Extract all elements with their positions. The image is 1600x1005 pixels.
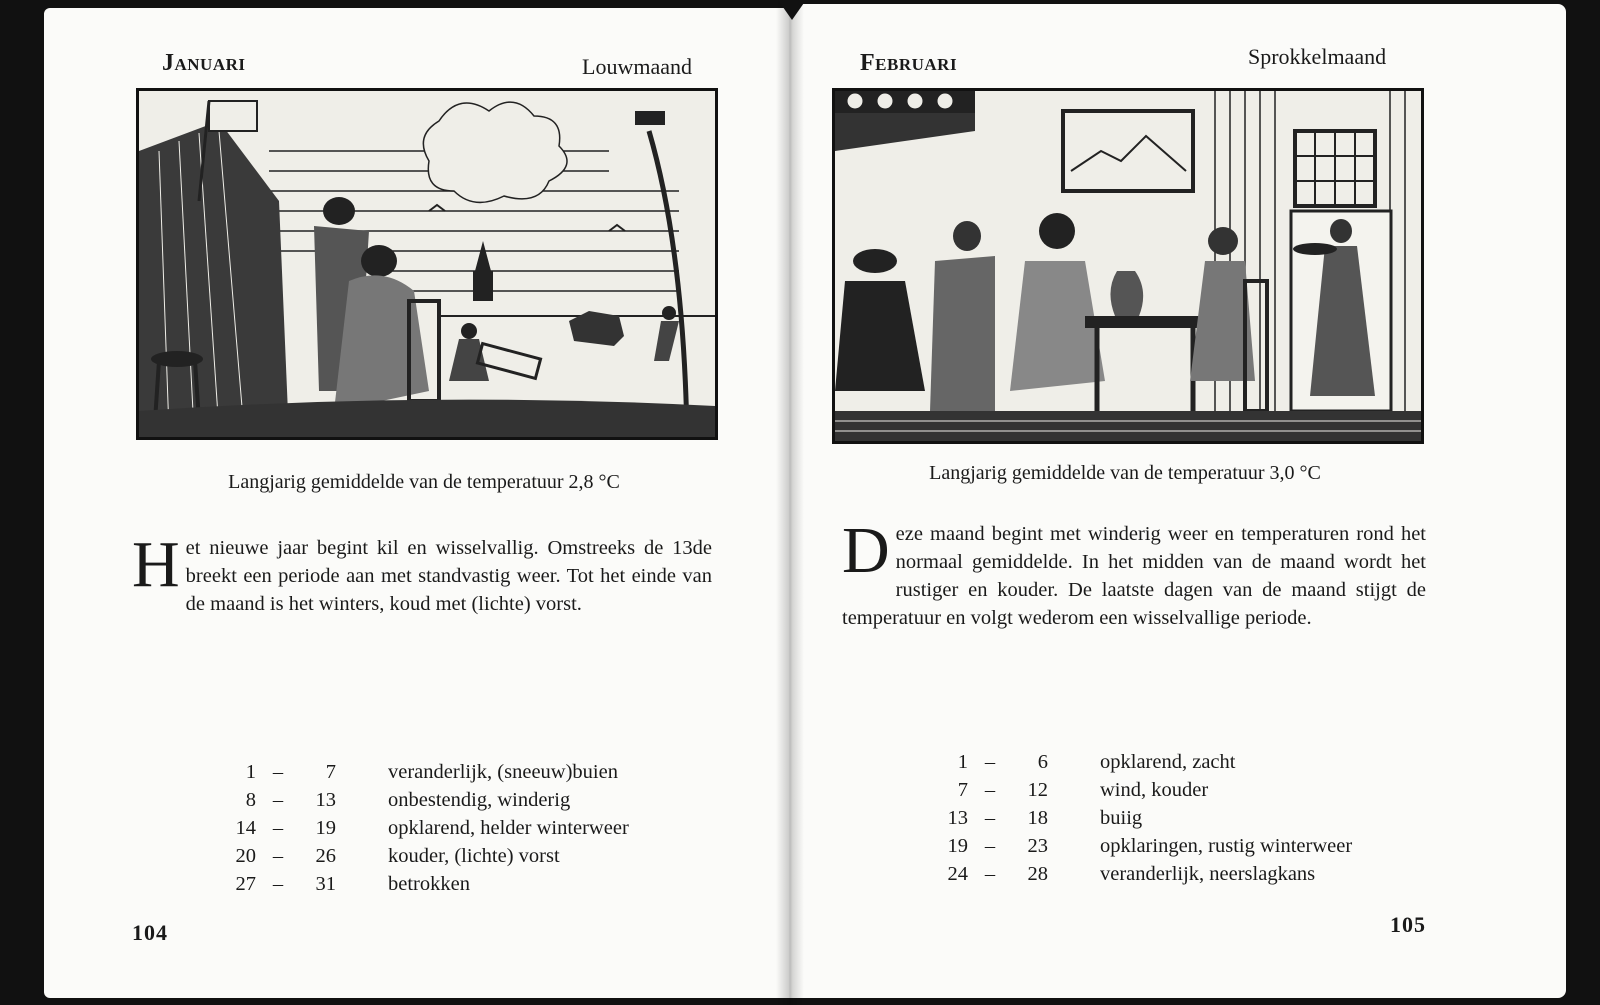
period-dash: – [984,863,996,885]
period-dash: – [984,751,996,773]
period-dash: – [984,807,996,829]
table-row [928,860,1352,888]
period-dash: – [984,835,996,857]
month-description-february [842,514,1426,632]
period-dash: – [984,779,996,801]
dropcap-d: D [842,514,890,587]
period-to: 13 [315,789,336,811]
period-desc: opklarend, helder winterweer [388,817,629,839]
period-desc: opklarend, zacht [1100,751,1236,773]
period-to: 28 [1027,863,1048,885]
month-alt-name-january: Louwmaand [582,54,692,79]
period-desc: veranderlijk, (sneeuw)buien [388,761,618,783]
woodcut-interior-scene [832,88,1424,444]
period-dash: – [272,789,284,811]
month-description-january [132,528,712,618]
period-to: 18 [1027,807,1048,829]
period-from: 20 [235,845,256,867]
description-text: et nieuwe jaar begint kil en wisselvallig. Omstreeks de 13de breekt een periode aan met standvastig weer. Tot het einde van de maand is het winters, koud met (lichte) vorst. [185,537,712,615]
winter-scene-illustration [139,91,715,437]
period-from: 8 [245,789,256,811]
period-desc: opklaringen, rustig winterweer [1100,835,1353,857]
period-to: 6 [1037,751,1048,773]
period-to: 7 [325,761,336,783]
period-dash: – [272,761,284,783]
page-number-right: 105 [1390,912,1426,937]
table-row [928,748,1352,776]
period-from: 13 [947,807,968,829]
period-desc: onbestendig, winderig [388,789,571,811]
woodcut-winter-scene [136,88,718,440]
period-from: 7 [957,779,968,801]
left-page [44,8,790,998]
period-to: 23 [1027,835,1048,857]
description-text: eze maand begint met winderig weer en temperaturen rond het normaal gemiddelde. In het midden van de maand wordt het rustiger en kouder. De laatste dagen van de maand stijgt de temperatuur en volgt wederom een wisselvallige periode. [842,523,1426,629]
month-title-february: Februari [860,50,958,76]
period-table-february [928,748,1352,888]
temperature-caption-february: Langjarig gemiddelde van de temperatuur 3,0 °C [929,462,1321,484]
binding-notch [778,0,806,20]
period-desc: betrokken [388,873,470,895]
period-from: 19 [947,835,968,857]
period-to: 31 [315,873,336,895]
table-row [216,870,629,898]
table-row [928,832,1352,860]
right-page [790,4,1566,998]
table-row [928,804,1352,832]
temperature-caption-january: Langjarig gemiddelde van de temperatuur 2,8 °C [228,471,620,493]
period-from: 24 [947,863,968,885]
table-row [216,842,629,870]
period-to: 19 [315,817,336,839]
period-dash: – [272,873,284,895]
period-from: 1 [957,751,968,773]
period-from: 1 [245,761,256,783]
period-to: 12 [1027,779,1048,801]
period-to: 26 [315,845,336,867]
period-desc: veranderlijk, neerslagkans [1100,863,1316,885]
month-alt-name-february: Sprokkelmaand [1248,44,1387,69]
period-table-january [216,758,629,898]
period-from: 27 [235,873,256,895]
dropcap-h: H [132,528,180,601]
period-dash: – [272,817,284,839]
period-dash: – [272,845,284,867]
period-desc: buiig [1100,807,1143,829]
page-number-left: 104 [132,920,168,945]
table-row [928,776,1352,804]
table-row [216,758,629,786]
table-row [216,814,629,842]
interior-scene-illustration [835,91,1421,441]
period-from: 14 [235,817,256,839]
period-desc: wind, kouder [1100,779,1209,801]
month-title-january: Januari [162,50,246,76]
period-desc: kouder, (lichte) vorst [388,845,560,867]
table-row [216,786,629,814]
